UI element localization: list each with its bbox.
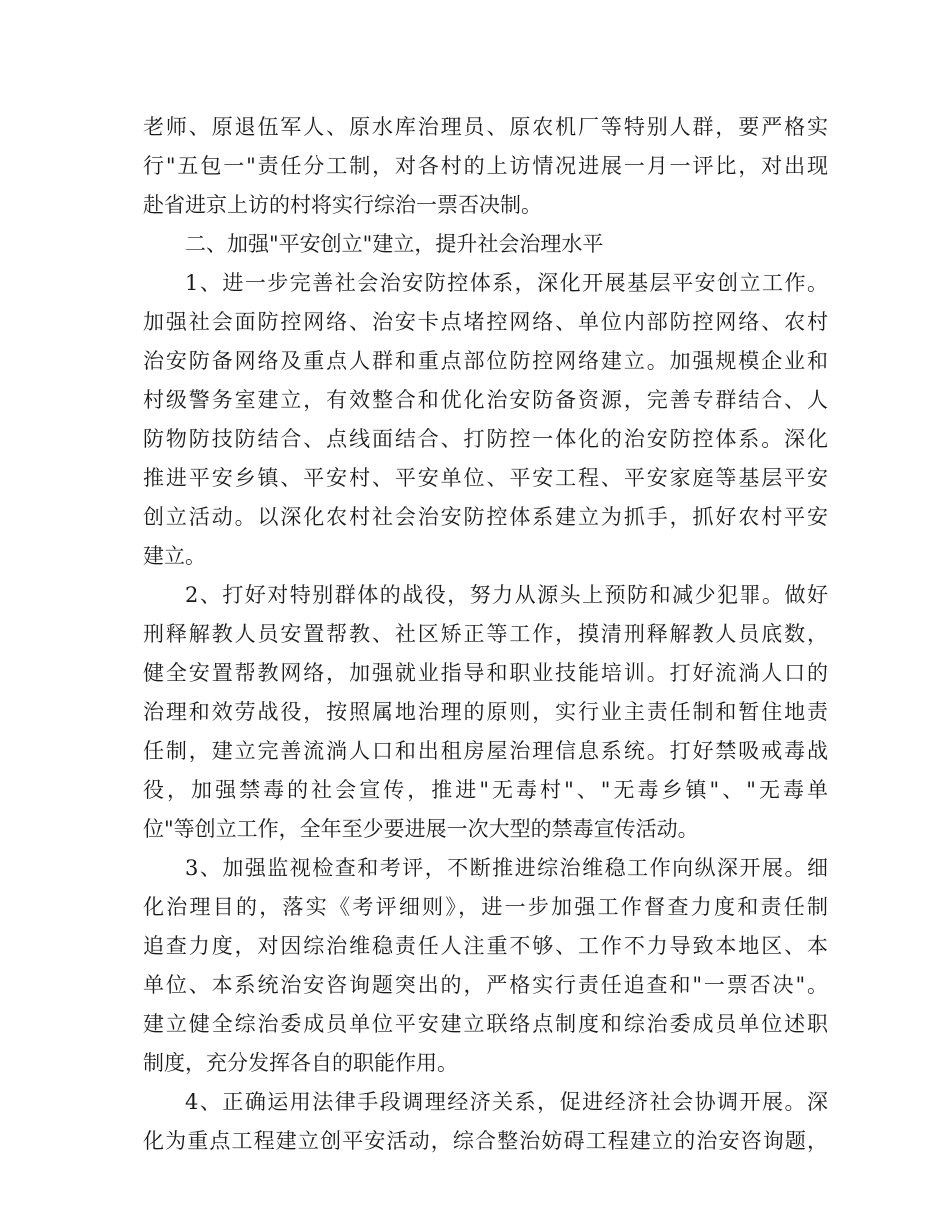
text-line: 化为重点工程建立创平安活动，综合整治妨碍工程建立的治安咨询题， [143,1129,828,1153]
paragraph-first-line: 1、进一步完善社会治安防控体系，深化开展基层平安创立工作。 [185,271,828,295]
text-line: 防物防技防结合、点线面结合、打防控一体化的治安防控体系。深化 [143,427,828,451]
text-line: 行"五包一"责任分工制，对各村的上访情况进展一月一评比，对出现 [143,154,828,178]
text-line: 治安防备网络及重点人群和重点部位防控网络建立。加强规模企业和 [143,349,828,373]
text-line: 赴省进京上访的村将实行综治一票否决制。 [143,193,542,217]
text-line: 健全安置帮教网络，加强就业指导和职业技能培训。打好流淌人口的 [143,661,828,685]
text-line: 制度，充分发挥各自的职能作用。 [143,1051,458,1075]
text-line: 建立。 [143,544,206,568]
text-line: 建立健全综治委成员单位平安建立联络点制度和综治委成员单位述职 [143,1012,828,1036]
text-line: 创立活动。以深化农村社会治安防控体系建立为抓手，抓好农村平安 [143,505,828,529]
text-line: 任制，建立完善流淌人口和出租房屋治理信息系统。打好禁吸戒毒战 [143,739,828,763]
text-line: 单位、本系统治安咨询题突出的，严格实行责任追查和"一票否决"。 [143,973,828,997]
text-line: 追查力度，对因综治维稳责任人注重不够、工作不力导致本地区、本 [143,934,828,958]
text-line: 位"等创立工作，全年至少要进展一次大型的禁毒宣传活动。 [143,817,699,841]
text-line: 老师、原退伍军人、原水库治理员、原农机厂等特别人群，要严格实 [143,115,828,139]
text-line: 役，加强禁毒的社会宣传，推进"无毒村"、"无毒乡镇"、"无毒单 [143,778,828,802]
document-body [143,108,828,1161]
paragraph-first-line: 2、打好对特别群体的战役，努力从源头上预防和减少犯罪。做好 [185,583,828,607]
text-line: 刑释解教人员安置帮教、社区矫正等工作，摸清刑释解教人员底数， [143,622,828,646]
text-line: 化治理目的，落实《考评细则》，进一步加强工作督查力度和责任制 [143,895,828,919]
section-heading: 二、加强"平安创立"建立，提升社会治理水平 [185,232,604,256]
text-line: 加强社会面防控网络、治安卡点堵控网络、单位内部防控网络、农村 [143,310,828,334]
paragraph-first-line: 3、加强监视检查和考评，不断推进综治维稳工作向纵深开展。细 [185,856,828,880]
paragraph-first-line: 4、正确运用法律手段调理经济关系，促进经济社会协调开展。深 [185,1090,828,1114]
text-line: 村级警务室建立，有效整合和优化治安防备资源，完善专群结合、人 [143,388,828,412]
text-line: 推进平安乡镇、平安村、平安单位、平安工程、平安家庭等基层平安 [143,466,828,490]
text-line: 治理和效劳战役，按照属地治理的原则，实行业主责任制和暂住地责 [143,700,828,724]
